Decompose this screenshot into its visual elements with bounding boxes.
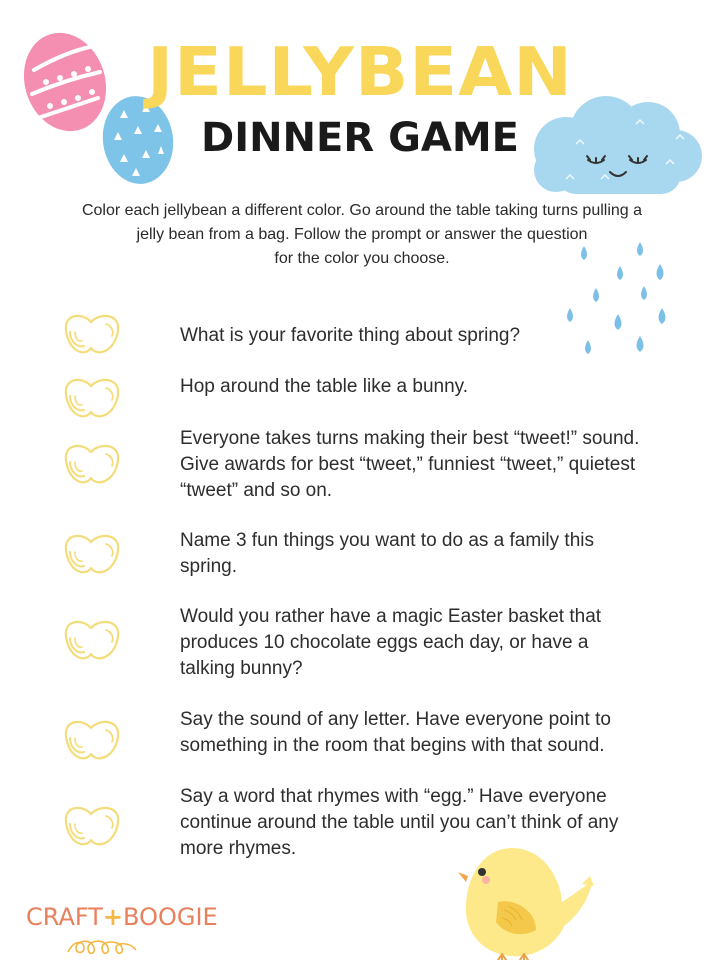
instructions-line: Color each jellybean a different color. Go around the table taking turns pulling a	[81, 202, 643, 219]
logo-word-boogie: BOOGIE	[123, 903, 218, 931]
prompt-line: Say the sound of any letter. Have everyone point to	[180, 709, 611, 730]
prompt-line: something in the room that begins with that sound.	[180, 735, 605, 756]
logo-word-craft: CRAFT	[26, 903, 103, 931]
prompt-line: Give awards for best “tweet,” funniest “tweet,” quietest	[180, 454, 636, 475]
prompt-line: Say a word that rhymes with “egg.” Have everyone	[180, 786, 607, 807]
prompt-line: Name 3 fun things you want to do as a family this	[180, 530, 594, 551]
prompt-line: Everyone takes turns making their best “tweet!” sound.	[180, 428, 640, 449]
jellybean-icon	[58, 528, 128, 582]
jellybean-icon	[58, 308, 128, 362]
prompt-line: Would you rather have a magic Easter basket that	[180, 606, 602, 627]
prompt-item	[180, 426, 700, 504]
prompt-item	[180, 374, 700, 400]
jellybean-icon	[58, 800, 128, 854]
page-title: JELLYBEAN	[147, 33, 573, 111]
instructions-line: for the color you choose.	[274, 250, 450, 267]
jellybean-icon	[58, 614, 128, 668]
prompt-line: talking bunny?	[180, 658, 303, 679]
logo-swirl-icon	[64, 934, 144, 958]
instructions-line: jelly bean from a bag. Follow the prompt or answer the question	[136, 226, 588, 243]
prompt-line: Hop around the table like a bunny.	[180, 376, 469, 397]
prompt-line: What is your favorite thing about spring?	[180, 325, 521, 346]
prompt-item	[180, 528, 700, 580]
prompt-line: continue around the table until you can’t think of any	[180, 812, 619, 833]
prompt-line: spring.	[180, 556, 238, 577]
jellybean-icon	[58, 372, 128, 426]
prompt-item	[180, 323, 700, 349]
prompt-line: more rhymes.	[180, 838, 297, 859]
prompt-item	[180, 604, 700, 682]
instructions	[30, 199, 694, 271]
baby-chick-icon	[452, 842, 602, 960]
brand-logo	[26, 901, 218, 933]
jellybean-icon	[58, 714, 128, 768]
logo-plus: +	[102, 903, 124, 931]
jellybean-icon	[58, 438, 128, 492]
prompt-line: “tweet” and so on.	[180, 480, 333, 501]
prompt-item	[180, 707, 700, 759]
prompt-line: produces 10 chocolate eggs each day, or have a	[180, 632, 589, 653]
page-subtitle: DINNER GAME	[200, 115, 519, 161]
prompt-item	[180, 784, 700, 862]
